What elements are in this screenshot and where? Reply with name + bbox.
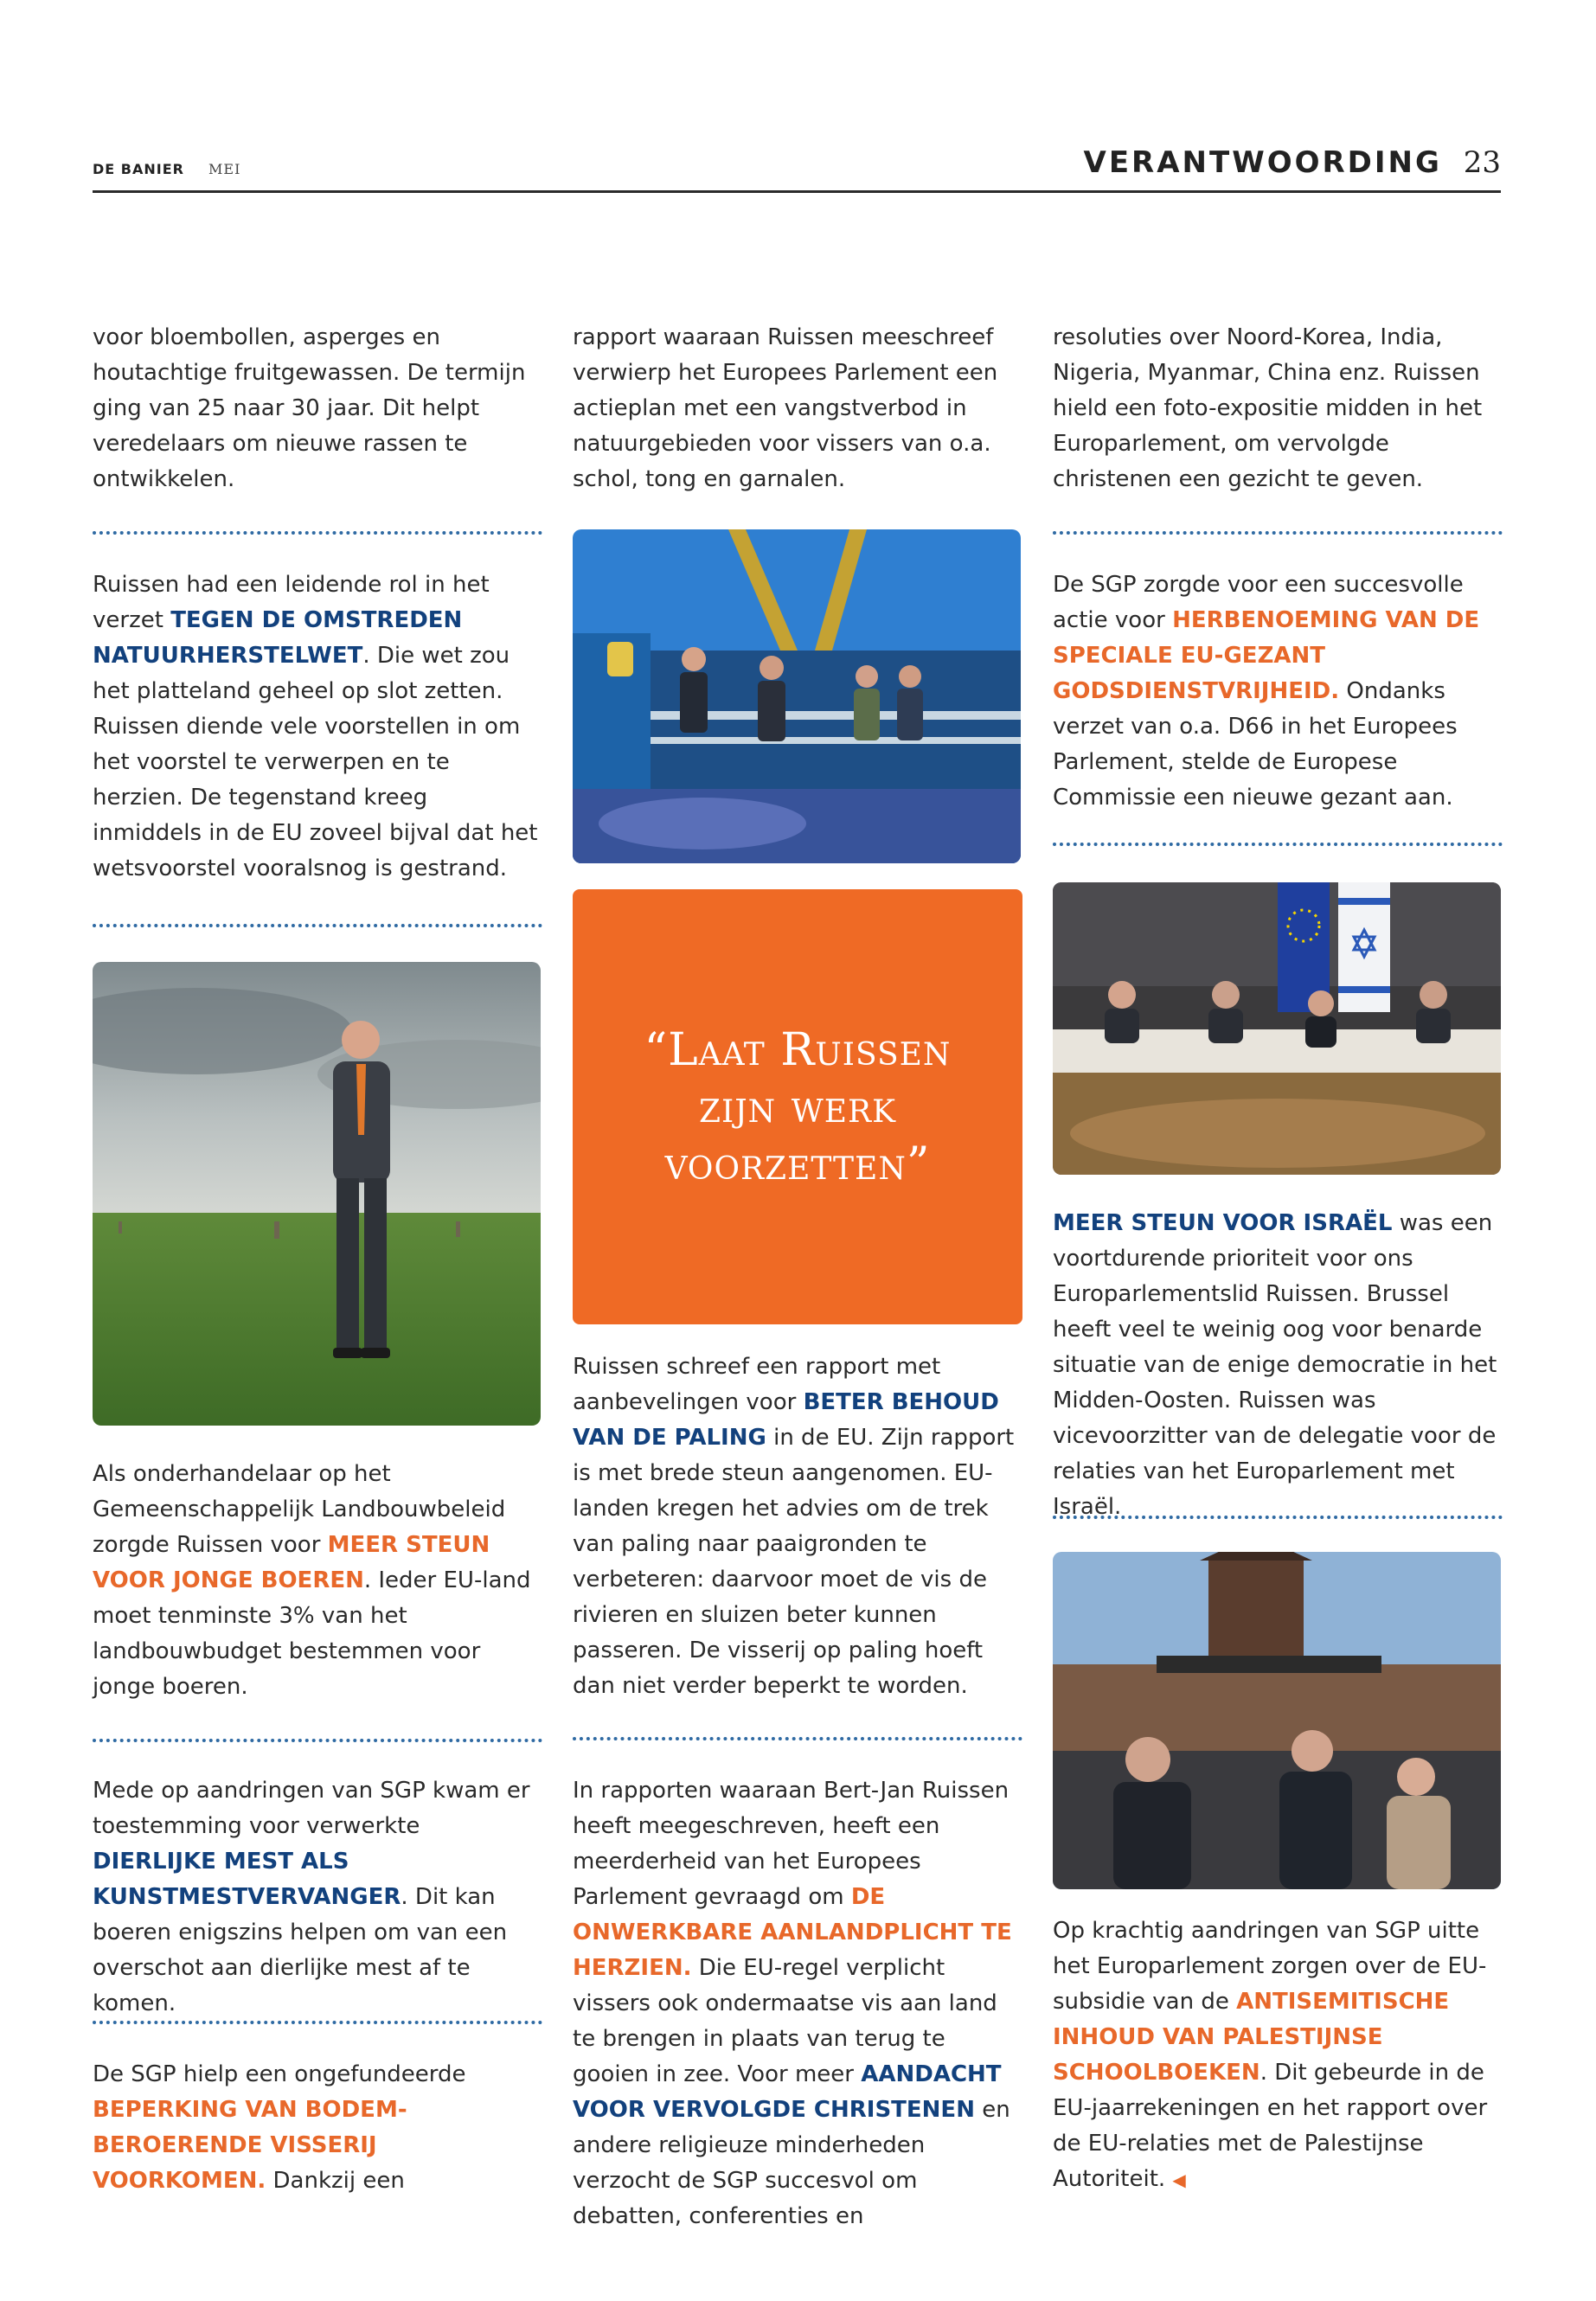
running-header-right <box>1084 145 1501 180</box>
c1-text-block-1: voor bloembollen, asperges en houtachtige fruitgewassen. De termijn ging van 25 naar 30 jaar. Dit helpt veredelaars om nieuwe rassen te ontwikkelen. <box>93 324 526 492</box>
photo-fishing-boat <box>573 529 1021 863</box>
c3-text-block-1: resoluties over Noord-Korea, India, Nigeria, Myanmar, China enz. Ruissen hield een foto-expositie midden in het Europarlement, om vervolgde christenen een gezicht te geven. <box>1053 324 1483 492</box>
c3-separator-1 <box>1053 531 1503 535</box>
c2-b2-text: Ruissen schreef een rapport met aanbevelingen voor <box>573 1354 941 1415</box>
c3-b2-text: De SGP zorgde voor een succesvolle actie voor <box>1053 572 1464 633</box>
c1-b4-text-after: . Dit kan boeren enigszins helpen om van een overschot aan dierlijke mest af te komen. <box>93 1884 508 2016</box>
photo-israel-delegation <box>1053 882 1501 1175</box>
c2-text-block-1: rapport waaraan Ruissen meeschreef verwierp het Europees Parlement een actieplan met een vangstverbod in natuurgebieden voor vissers van o.a. schol, tong en garnalen. <box>573 324 998 492</box>
c1-b2-text-after: . Die wet zou het platteland geheel op slot zetten. Ruissen diende vele voorstellen in om het voorstel te verwerpen en te herzien. De tegenstand kreeg inmiddels in de EU zoveel bijval dat het wetsvoorstel vooralsnog is gestrand. <box>93 643 538 881</box>
c2-b3-text-3: en andere religieuze minderheden verzocht de SGP succesvol om debatten, conferenties en <box>573 2097 1010 2229</box>
c3-text-block-2 <box>1053 567 1503 816</box>
c1-text-block-5 <box>93 2057 542 2199</box>
c2-b2-highlight: BETER BEHOUD VAN DE PALING <box>573 1389 999 1451</box>
c3-b3-highlight: MEER STEUN VOOR ISRAËL <box>1053 1210 1393 1236</box>
end-of-article-marker-icon: ◀ <box>1172 2170 1186 2190</box>
pull-quote-box <box>573 889 1022 1324</box>
c1-b3-highlight: MEER STEUN VOOR JONGE BOEREN <box>93 1532 490 1593</box>
c3-b4-highlight: ANTISEMITISCHE INHOUD VAN PALESTIJNSE SCHOOLBOEKEN <box>1053 1989 1450 2086</box>
c2-b3-text-1: In rapporten waaraan Bert-Jan Ruissen heeft meegeschreven, heeft een meerderheid van het Europees Parlement gevraagd om <box>573 1778 1010 1910</box>
c1-b5-highlight: BEPERKING VAN BODEM-BEROERENDE VISSERIJ VOORKOMEN. <box>93 2097 407 2194</box>
c1-separator-2 <box>93 924 542 927</box>
c3-b2-highlight: HERBENOEMING VAN DE SPECIALE EU-GEZANT GODSDIENSTVRIJHEID. <box>1053 607 1480 704</box>
section-title: VERANTWOORDING <box>1083 145 1442 180</box>
c2-b2-text-after: in de EU. Zijn rapport is met brede steun aangenomen. EU-landen kregen het advies om de trek van paling naar paaigronden te verbeteren: daarvoor moet de vis de rivieren en sluizen beter kunnen passeren. De visserij op paling hoeft dan niet verder beperkt te worden. <box>573 1425 1015 1699</box>
c1-b2-text: Ruissen had een leidende rol in het verzet <box>93 572 490 633</box>
c2-text-block-3 <box>573 1773 1022 2234</box>
page-number: 23 <box>1463 145 1501 180</box>
c2-b3-highlight-2: AANDACHT VOOR VERVOLGDE CHRISTENEN <box>573 2061 1002 2123</box>
running-header-left <box>93 161 240 177</box>
c2-b3-highlight-1: DE ONWERKBARE AANLANDPLICHT TE HERZIEN. <box>573 1884 1012 1981</box>
c1-text-block-3 <box>93 1457 542 1705</box>
c3-text-block-4 <box>1053 1913 1503 2198</box>
photo-ruissen-meadow <box>93 962 541 1426</box>
c2-b3-text-2: Die EU-regel verplicht vissers ook ondermaatse vis aan land te brengen in plaats van terug te gooien in zee. Voor meer <box>573 1955 997 2087</box>
c3-b2-text-after: Ondanks verzet van o.a. D66 in het Europees Parlement, stelde de Europese Commissie een nieuwe gezant aan. <box>1053 678 1458 811</box>
c3-separator-3 <box>1053 1516 1503 1519</box>
c1-b4-highlight: DIERLIJKE MEST ALS KUNSTMESTVERVANGER <box>93 1849 401 1910</box>
c3-separator-2 <box>1053 843 1503 846</box>
c1-b5-text-after: Dankzij een <box>266 2168 405 2194</box>
photo-auschwitz-visit <box>1053 1552 1501 1889</box>
c1-text-block-4 <box>93 1773 542 2022</box>
c1-b3-text: Als onderhandelaar op het Gemeenschappelijk Landbouwbeleid zorgde Ruissen voor <box>93 1461 506 1558</box>
c2-separator-1 <box>573 1737 1022 1740</box>
publication-name: DE BANIER <box>93 161 184 177</box>
c1-separator-3 <box>93 1739 542 1742</box>
c3-b4-text: Op krachtig aandringen van SGP uitte het Europarlement zorgen over de EU-subsidie van de <box>1053 1918 1487 2015</box>
pull-quote: “Laat Ruissen zijn werk voorzetten” <box>644 1023 952 1190</box>
issue-month: MEI <box>208 161 241 177</box>
c1-separator-4 <box>93 2021 542 2024</box>
c3-b3-text-after: was een voortdurende prioriteit voor ons Europarlementslid Ruissen. Brussel heeft veel te weinig oog voor benarde situatie van de enige democratie in het Midden-Oosten. Ruissen was vicevoorzitter van de delegatie voor de relaties van het Europarlement met Israël. <box>1053 1210 1497 1520</box>
c1-b5-text: De SGP hielp een ongefundeerde <box>93 2061 466 2087</box>
c2-text-block-2 <box>573 1349 1022 1704</box>
c1-b2-highlight: TEGEN DE OMSTREDEN NATUURHERSTELWET <box>93 607 463 669</box>
c3-b4-text-after: . Dit gebeurde in de EU-jaarrekeningen en het rapport over de EU-relaties met de Palestijnse Autoriteit. <box>1053 2060 1488 2192</box>
c3-text-block-3 <box>1053 1206 1503 1525</box>
c1-separator-1 <box>93 531 542 535</box>
header-rule <box>93 190 1501 193</box>
c1-b3-text-after: . Ieder EU-land moet tenminste 3% van het landbouwbudget bestemmen voor jonge boeren. <box>93 1567 531 1700</box>
c1-text-block-2 <box>93 567 542 887</box>
c1-b4-text: Mede op aandringen van SGP kwam er toestemming voor verwerkte <box>93 1778 530 1839</box>
